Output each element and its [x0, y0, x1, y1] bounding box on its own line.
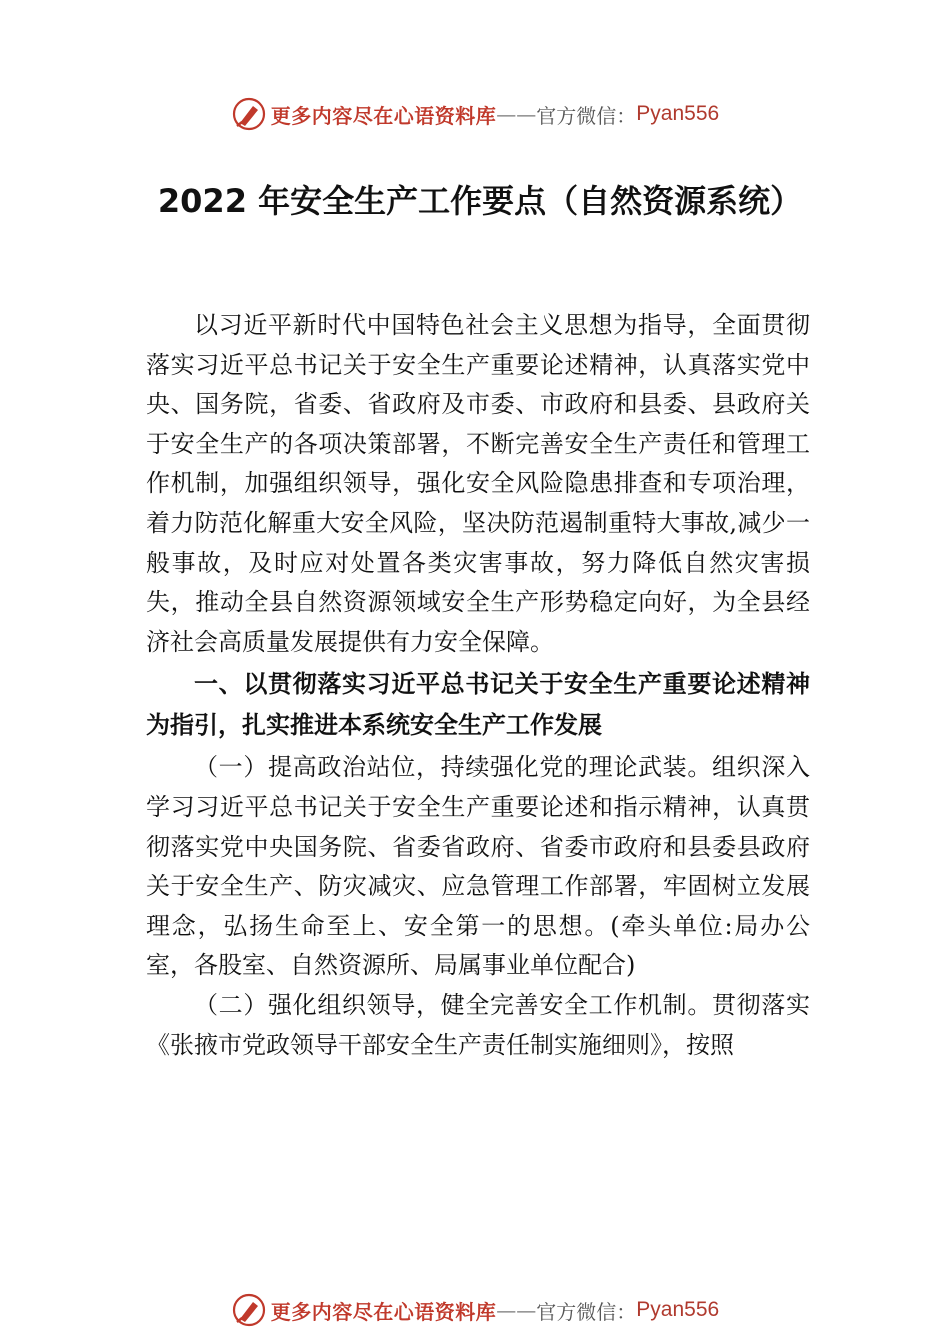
watermark-brand: 更多内容尽在心语资料库 [270, 103, 497, 128]
watermark-label: 官方微信： [536, 103, 637, 128]
pen-nib-seal-icon [231, 96, 267, 132]
section-heading: 一、以贯彻落实习近平总书记关于安全生产重要论述精神为指引，扎实推进本系统安全生产工作发展 [146, 670, 810, 740]
watermark-brand: 更多内容尽在心语资料库 [270, 1299, 497, 1324]
document-body [146, 306, 810, 1065]
watermark-wechat-id: Pyan556 [636, 102, 720, 125]
document-title: 2022 年安全生产工作要点（自然资源系统） [157, 182, 803, 220]
watermark-header [0, 92, 950, 136]
watermark-footer [0, 1288, 950, 1332]
watermark-separator: —— [496, 102, 537, 126]
pen-nib-seal-icon [231, 1292, 267, 1328]
watermark-separator: —— [496, 1298, 537, 1322]
watermark-wechat-id: Pyan556 [636, 1298, 720, 1321]
watermark-label: 官方微信： [536, 1299, 637, 1324]
item-paragraph-1: （一）提高政治站位，持续强化党的理论武装。组织深入学习习近平总书记关于安全生产重要论述和指示精神，认真贯彻落实党中央国务院、省委省政府、省委市政府和县委县政府关于安全生产、防灾减灾、应急管理工作部署，牢固树立发展理念，弘扬生命至上、安全第一的思想。(牵头单位:局办公室，各股室、自然资源所、局属事业单位配合) [146, 753, 810, 980]
item-paragraph-2: （二）强化组织领导，健全完善安全工作机制。贯彻落实《张掖市党政领导干部安全生产责任制实施细则》，按照 [146, 990, 810, 1059]
intro-paragraph: 以习近平新时代中国特色社会主义思想为指导，全面贯彻落实习近平总书记关于安全生产重要论述精神，认真落实党中央、国务院，省委、省政府及市委、市政府和县委、县政府关于安全生产的各项决策部署，不断完善安全生产责任和管理工作机制，加强组织领导，强化安全风险隐患排查和专项治理，着力防范化解重大安全风险，坚决防范遏制重特大事故,减少一般事故，及时应对处置各类灾害事故，努力降低自然灾害损失，推动全县自然资源领域安全生产形势稳定向好，为全县经济社会高质量发展提供有力安全保障。 [146, 311, 810, 656]
